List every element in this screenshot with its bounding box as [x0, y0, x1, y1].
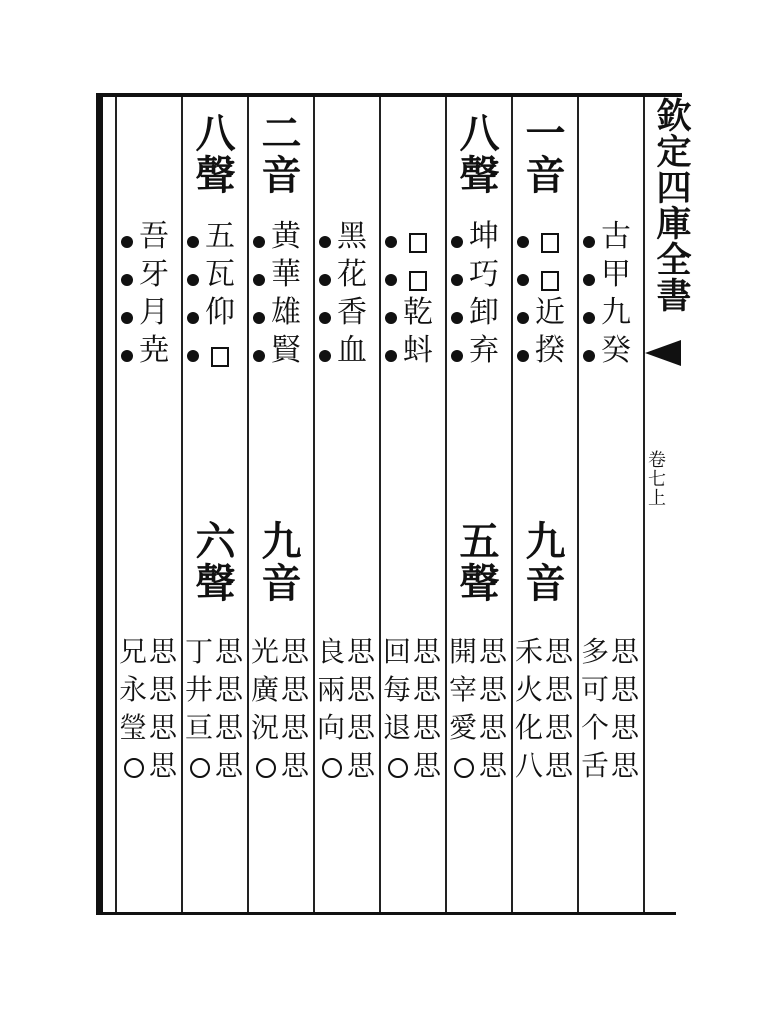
bullet-dot-icon [583, 274, 595, 286]
lower-heading: 五聲 [453, 520, 500, 604]
lower-character: 井 [185, 673, 214, 706]
fishtail-mark-icon [645, 340, 681, 366]
lower-character: 丁 [185, 635, 214, 668]
bullet-dot-icon [253, 312, 265, 324]
blank-square-icon [211, 347, 229, 367]
circle-mark-icon [454, 758, 474, 778]
lower-character: 況 [251, 711, 280, 744]
rhyme-character: 花 [337, 257, 367, 292]
lower-character: 光 [251, 635, 280, 668]
bullet-dot-icon [253, 350, 265, 362]
column-rule [445, 97, 447, 912]
lower-character: 思 [281, 749, 310, 782]
lower-character: 思 [347, 749, 376, 782]
circle-mark-icon [190, 758, 210, 778]
bullet-dot-icon [319, 312, 331, 324]
lower-character: 思 [545, 711, 574, 744]
column-heading: 八聲 [189, 112, 236, 196]
rhyme-character: 蚪 [403, 333, 433, 368]
lower-character: 思 [611, 711, 640, 744]
column-rule [379, 97, 381, 912]
circle-mark [251, 752, 276, 783]
lower-character: 思 [611, 635, 640, 668]
lower-character: 兩 [317, 673, 346, 706]
lower-character: 愛 [449, 711, 478, 744]
column-heading: 一音 [519, 112, 566, 196]
lower-character: 思 [545, 673, 574, 706]
rhyme-character: 尭 [139, 333, 169, 368]
lower-character: 思 [413, 635, 442, 668]
blank-character-slot [409, 267, 427, 297]
column-rule [181, 97, 183, 912]
circle-mark [119, 752, 144, 783]
bullet-dot-icon [583, 312, 595, 324]
lower-character: 思 [545, 635, 574, 668]
lower-character: 个 [581, 711, 610, 744]
rhyme-character: 近 [535, 295, 565, 330]
rhyme-character: 黄 [271, 219, 301, 254]
blank-square-icon [541, 271, 559, 291]
bullet-dot-icon [451, 236, 463, 248]
lower-character: 八 [515, 749, 544, 782]
lower-character: 思 [413, 749, 442, 782]
bullet-dot-icon [319, 350, 331, 362]
lower-character: 兄 [119, 635, 148, 668]
lower-character: 思 [149, 635, 178, 668]
frame-top-border [96, 93, 682, 97]
lower-character: 每 [383, 673, 412, 706]
bullet-dot-icon [187, 312, 199, 324]
lower-heading: 九音 [255, 520, 302, 604]
lower-character: 思 [215, 749, 244, 782]
lower-character: 思 [347, 711, 376, 744]
rhyme-character: 甲 [601, 257, 631, 292]
rhyme-character: 乾 [403, 295, 433, 330]
lower-character: 退 [383, 711, 412, 744]
bullet-dot-icon [517, 350, 529, 362]
circle-mark [185, 752, 210, 783]
bullet-dot-icon [517, 274, 529, 286]
lower-character: 火 [515, 673, 544, 706]
lower-character: 化 [515, 711, 544, 744]
lower-character: 瑩 [119, 711, 148, 744]
bullet-dot-icon [517, 312, 529, 324]
rhyme-character: 華 [271, 257, 301, 292]
bullet-dot-icon [583, 236, 595, 248]
circle-mark [317, 752, 342, 783]
bullet-dot-icon [121, 350, 133, 362]
rhyme-character: 癸 [601, 333, 631, 368]
lower-character: 思 [215, 673, 244, 706]
rhyme-character: 黑 [337, 219, 367, 254]
rhyme-character: 雄 [271, 295, 301, 330]
lower-character: 思 [149, 711, 178, 744]
circle-mark-icon [256, 758, 276, 778]
circle-mark-icon [124, 758, 144, 778]
lower-character: 多 [581, 635, 610, 668]
lower-character: 向 [317, 711, 346, 744]
lower-character: 思 [479, 711, 508, 744]
column-heading: 二音 [255, 112, 302, 196]
bullet-dot-icon [253, 236, 265, 248]
lower-character: 思 [413, 711, 442, 744]
bullet-dot-icon [583, 350, 595, 362]
volume-label: 卷七上 [645, 450, 666, 507]
blank-character-slot [409, 229, 427, 259]
lower-character: 禾 [515, 635, 544, 668]
lower-heading: 九音 [519, 520, 566, 604]
bullet-dot-icon [385, 350, 397, 362]
bullet-dot-icon [319, 236, 331, 248]
rhyme-character: 仰 [205, 295, 235, 330]
lower-character: 思 [347, 635, 376, 668]
lower-character: 思 [479, 673, 508, 706]
lower-character: 思 [413, 673, 442, 706]
column-rule [115, 97, 117, 912]
rhyme-character: 古 [601, 219, 631, 254]
lower-character: 思 [611, 749, 640, 782]
rhyme-character: 坤 [469, 219, 499, 254]
rhyme-character: 瓦 [205, 257, 235, 292]
rhyme-character: 血 [337, 333, 367, 368]
rhyme-character: 五 [205, 219, 235, 254]
lower-character: 思 [149, 749, 178, 782]
column-rule [577, 97, 579, 912]
bullet-dot-icon [187, 350, 199, 362]
lower-character: 思 [215, 711, 244, 744]
lower-character: 廣 [251, 673, 280, 706]
rhyme-character: 九 [601, 295, 631, 330]
bullet-dot-icon [385, 274, 397, 286]
lower-character: 思 [149, 673, 178, 706]
frame-bottom-border [96, 912, 676, 915]
lower-character: 思 [281, 673, 310, 706]
circle-mark-icon [322, 758, 342, 778]
column-heading: 八聲 [453, 112, 500, 196]
rhyme-character: 弃 [469, 333, 499, 368]
bullet-dot-icon [253, 274, 265, 286]
lower-character: 思 [479, 635, 508, 668]
rhyme-character: 香 [337, 295, 367, 330]
column-rule [511, 97, 513, 912]
blank-square-icon [541, 233, 559, 253]
bullet-dot-icon [517, 236, 529, 248]
bullet-dot-icon [385, 236, 397, 248]
rhyme-character: 牙 [139, 257, 169, 292]
book-title: 欽定四庫全書 [651, 97, 692, 313]
rhyme-character: 月 [139, 295, 169, 330]
bullet-dot-icon [385, 312, 397, 324]
lower-character: 思 [545, 749, 574, 782]
bullet-dot-icon [451, 274, 463, 286]
bullet-dot-icon [319, 274, 331, 286]
lower-heading: 六聲 [189, 520, 236, 604]
column-rule [313, 97, 315, 912]
frame-left-border [96, 93, 103, 915]
bullet-dot-icon [187, 274, 199, 286]
lower-character: 宰 [449, 673, 478, 706]
lower-character: 回 [383, 635, 412, 668]
lower-character: 思 [347, 673, 376, 706]
blank-character-slot [541, 229, 559, 259]
circle-mark [383, 752, 408, 783]
column-rule [643, 97, 645, 912]
blank-character-slot [541, 267, 559, 297]
circle-mark [449, 752, 474, 783]
rhyme-character: 揆 [535, 333, 565, 368]
bullet-dot-icon [451, 350, 463, 362]
bullet-dot-icon [121, 274, 133, 286]
lower-character: 思 [611, 673, 640, 706]
rhyme-character: 卸 [469, 295, 499, 330]
rhyme-character: 巧 [469, 257, 499, 292]
blank-square-icon [409, 233, 427, 253]
lower-character: 可 [581, 673, 610, 706]
lower-character: 思 [281, 711, 310, 744]
lower-character: 思 [479, 749, 508, 782]
column-rule [247, 97, 249, 912]
blank-character-slot [211, 343, 229, 373]
lower-character: 舌 [581, 749, 610, 782]
rhyme-character: 吾 [139, 219, 169, 254]
lower-character: 亘 [185, 711, 214, 744]
lower-character: 開 [449, 635, 478, 668]
lower-character: 思 [215, 635, 244, 668]
bullet-dot-icon [187, 236, 199, 248]
lower-character: 永 [119, 673, 148, 706]
circle-mark-icon [388, 758, 408, 778]
rhyme-character: 賢 [271, 333, 301, 368]
lower-character: 良 [317, 635, 346, 668]
bullet-dot-icon [121, 312, 133, 324]
lower-character: 思 [281, 635, 310, 668]
bullet-dot-icon [451, 312, 463, 324]
blank-square-icon [409, 271, 427, 291]
bullet-dot-icon [121, 236, 133, 248]
